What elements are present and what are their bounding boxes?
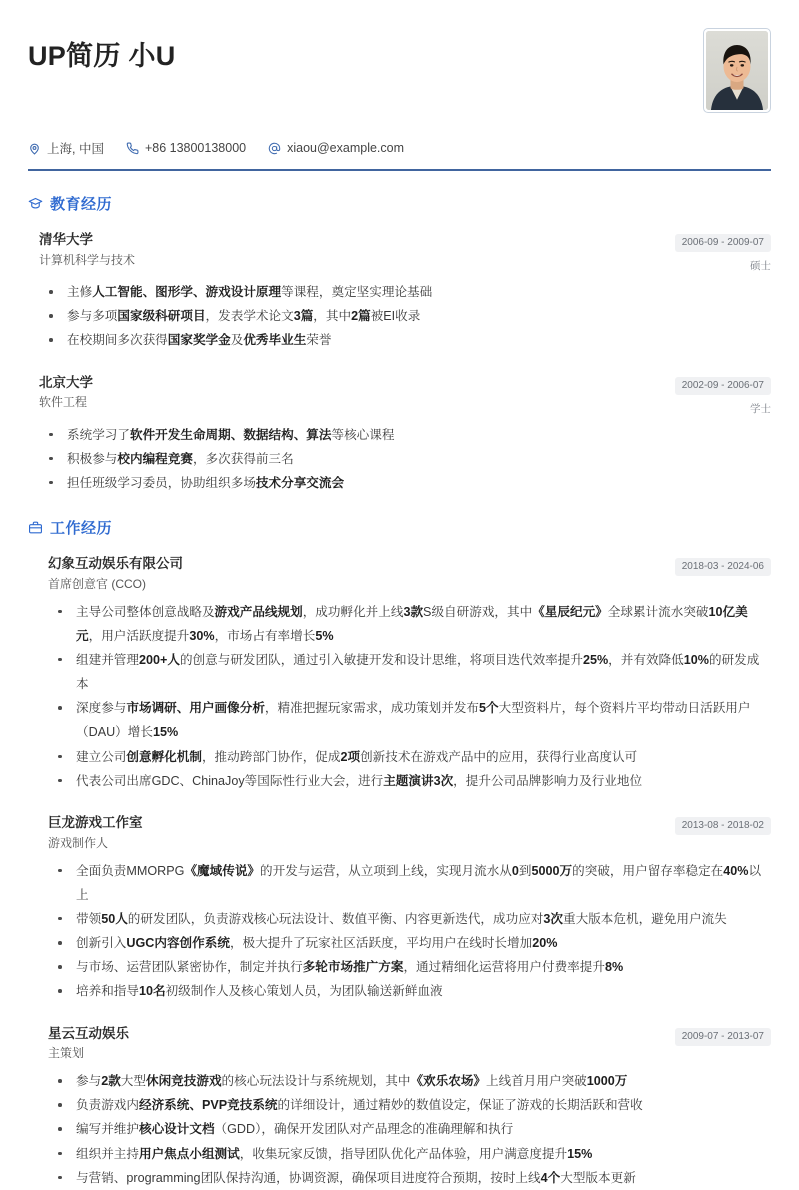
bullet-item: 建立公司创意孵化机制，推动跨部门协作，促成2项创新技术在游戏产品中的应用，获得行业高度认可 — [48, 745, 771, 769]
bullet-item: 代表公司出席GDC、ChinaJoy等国际性行业大会，进行主题演讲3次，提升公司品牌影响力及行业地位 — [48, 769, 771, 793]
entry-head — [39, 373, 771, 416]
date-badge: 2002-09 - 2006-07 — [675, 377, 771, 395]
entry-bullets — [48, 600, 771, 793]
contact-location — [28, 139, 104, 157]
bullet-item: 与市场、运营团队紧密协作，制定并执行多轮市场推广方案，通过精细化运营将用户付费率提升8% — [48, 955, 771, 979]
avatar-photo — [706, 31, 768, 110]
entry-subtitle: 软件工程 — [39, 395, 88, 410]
entry-head — [48, 554, 771, 593]
entry-head — [39, 230, 771, 273]
bullet-item: 主导公司整体创意战略及游戏产品线规划，成功孵化并上线3款S级自研游戏，其中《星辰纪元》全球累计流水突破10亿美元，用户活跃度提升30%，市场占有率增长5% — [48, 600, 771, 648]
section-work — [28, 517, 771, 1190]
graduation-cap-icon — [28, 196, 43, 211]
date-badge: 2006-09 - 2009-07 — [675, 234, 771, 252]
entry-subtitle: 首席创意官 (CCO) — [48, 576, 146, 591]
email-at-icon — [268, 142, 281, 155]
entry-title: 北京大学 — [39, 374, 93, 390]
degree-label: 学士 — [750, 402, 771, 415]
bullet-item: 培养和指导10名初级制作人及核心策划人员，为团队输送新鲜血液 — [48, 979, 771, 1003]
entry-subtitle: 主策划 — [48, 1046, 85, 1061]
page-title: UP简历 小U — [28, 41, 176, 71]
entry-meta — [675, 1024, 771, 1046]
entry-bullets — [39, 280, 771, 353]
contact-phone — [126, 141, 246, 155]
entry-bullets — [39, 423, 771, 496]
entry-headings — [48, 554, 659, 593]
entry-headings — [39, 230, 659, 269]
entry-title: 幻象互动娱乐有限公司 — [48, 556, 183, 572]
contact-phone-text: +86 13800138000 — [144, 141, 247, 155]
date-badge: 2009-07 - 2013-07 — [675, 1028, 771, 1046]
section-header-work — [28, 517, 771, 538]
entry-subtitle: 游戏制作人 — [48, 835, 109, 850]
contact-email — [268, 141, 404, 155]
bullet-item: 负责游戏内经济系统、PVP竞技系统的详细设计，通过精妙的数值设定，保证了游戏的长期活跃和营收 — [48, 1093, 771, 1117]
section-title-education: 教育经历 — [50, 196, 113, 213]
work-entry — [28, 813, 771, 1004]
degree-label: 硕士 — [750, 260, 771, 272]
bullet-item: 与营销、programming团队保持沟通，协调资源，确保项目进度符合预期，按时上线4个大型版本更新 — [48, 1166, 771, 1190]
resume-header — [28, 26, 771, 113]
contact-location-text: 上海, 中国 — [47, 142, 104, 156]
entry-headings — [48, 813, 659, 852]
bullet-item: 创新引入UGC内容创作系统，极大提升了玩家社区活跃度，平均用户在线时长增加20% — [48, 931, 771, 955]
bullet-item: 参与2款大型休闲竞技游戏的核心玩法设计与系统规划，其中《欢乐农场》上线首月用户突破1000万 — [48, 1069, 771, 1093]
bullet-item: 深度参与市场调研、用户画像分析，精准把握玩家需求，成功策划并发布5个大型资料片，每个资料片平均带动日活跃用户（DAU）增长15% — [48, 696, 771, 744]
contact-email-text: xiaou@example.com — [287, 141, 405, 155]
bullet-item: 组建并管理200+人的创意与研发团队，通过引入敏捷开发和设计思维，将项目迭代效率提升25%，并有效降低10%的研发成本 — [48, 648, 771, 696]
entry-head — [48, 813, 771, 852]
bullet-item: 系统学习了软件开发生命周期、数据结构、算法等核心课程 — [39, 423, 771, 447]
avatar — [703, 28, 771, 113]
entry-title: 星云互动娱乐 — [48, 1025, 129, 1041]
entry-meta — [675, 230, 771, 273]
entry-headings — [48, 1024, 659, 1063]
bullet-item: 带领50人的研发团队，负责游戏核心玩法设计、数值平衡、内容更新迭代，成功应对3次重大版本危机，避免用户流失 — [48, 907, 771, 931]
entry-meta — [675, 373, 771, 416]
bullet-item: 参与多项国家级科研项目，发表学术论文3篇，其中2篇被EI收录 — [39, 304, 771, 328]
header-divider — [28, 169, 771, 171]
education-entry — [28, 230, 771, 353]
bullet-item: 全面负责MMORPG《魔域传说》的开发与运营，从立项到上线，实现月流水从0到5000万的突破，用户留存率稳定在40%以上 — [48, 859, 771, 907]
bullet-item: 组织并主持用户焦点小组测试，收集玩家反馈，指导团队优化产品体验，用户满意度提升15% — [48, 1142, 771, 1166]
briefcase-icon — [28, 520, 43, 535]
date-badge: 2013-08 - 2018-02 — [675, 817, 771, 835]
date-badge: 2018-03 - 2024-06 — [675, 558, 771, 576]
phone-icon — [126, 142, 139, 155]
bullet-item: 担任班级学习委员，协助组织多场技术分享交流会 — [39, 471, 771, 495]
section-header-education — [28, 193, 771, 214]
entry-subtitle: 计算机科学与技术 — [39, 252, 136, 267]
entry-head — [48, 1024, 771, 1063]
bullet-item: 在校期间多次获得国家奖学金及优秀毕业生荣誉 — [39, 328, 771, 352]
bullet-item: 主修人工智能、图形学、游戏设计原理等课程，奠定坚实理论基础 — [39, 280, 771, 304]
header-left — [28, 26, 703, 72]
section-title-work: 工作经历 — [50, 520, 113, 538]
entry-meta — [675, 813, 771, 835]
bullet-item: 编写并维护核心设计文档（GDD），确保开发团队对产品理念的准确理解和执行 — [48, 1117, 771, 1141]
location-pin-icon — [28, 142, 41, 155]
entry-meta — [675, 554, 771, 576]
entry-headings — [39, 373, 659, 412]
education-entry — [28, 373, 771, 496]
section-education — [28, 193, 771, 495]
contact-row — [28, 139, 771, 157]
bullet-item: 积极参与校内编程竞赛，多次获得前三名 — [39, 447, 771, 471]
work-entry — [28, 1024, 771, 1190]
entry-title: 巨龙游戏工作室 — [48, 814, 143, 830]
entry-bullets — [48, 859, 771, 1004]
work-entry — [28, 554, 771, 793]
entry-title: 清华大学 — [39, 232, 93, 247]
